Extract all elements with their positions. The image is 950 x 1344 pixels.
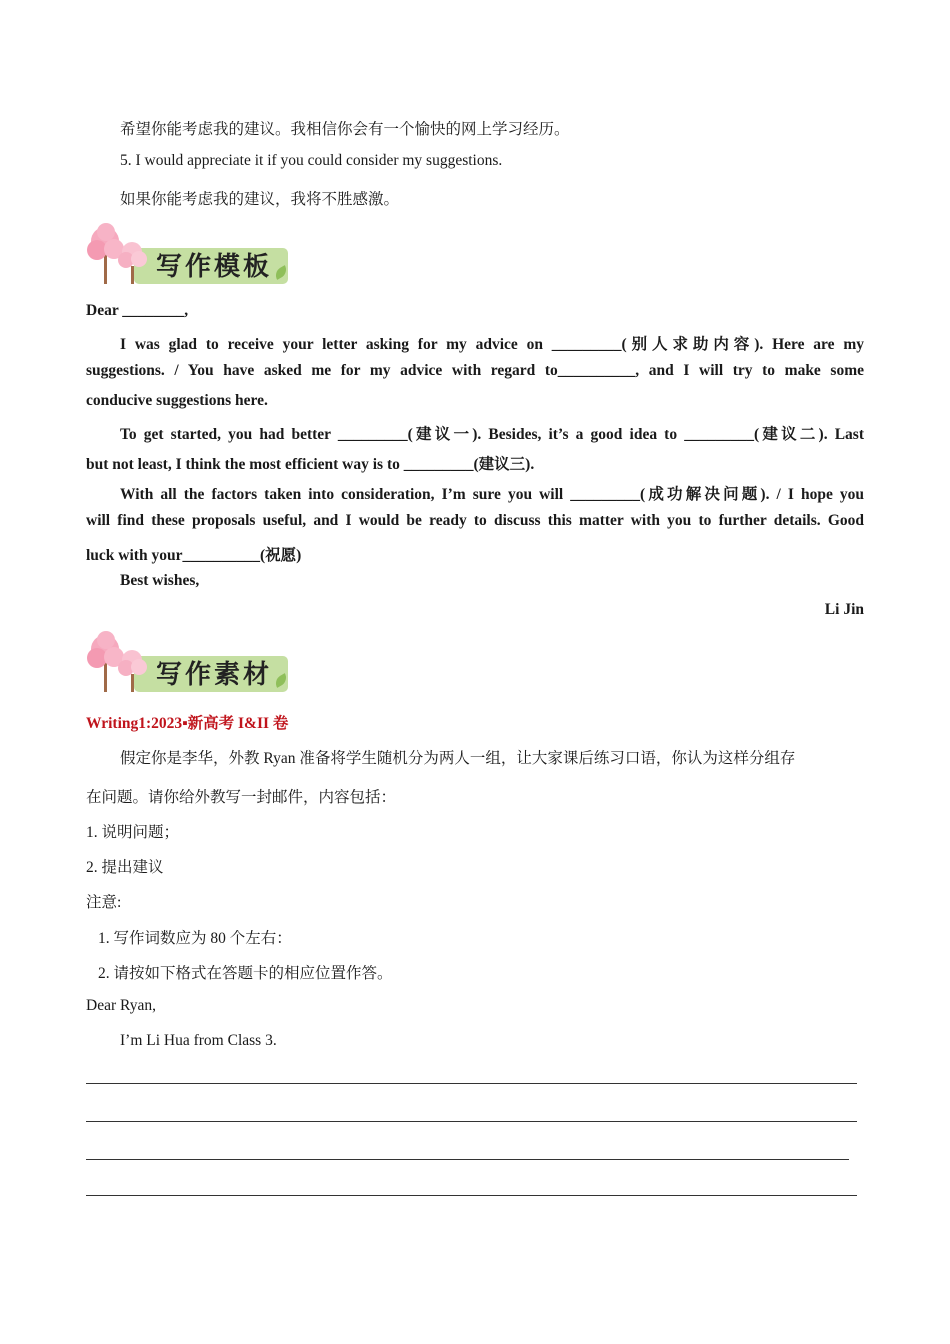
task-note-2: 2. 请按如下格式在答题卡的相应位置作答。 — [98, 965, 393, 982]
task-note-label: 注意: — [86, 894, 122, 911]
email-greeting: Dear Ryan, — [86, 997, 156, 1014]
letter-closing: Best wishes, — [120, 572, 200, 589]
letter-salutation: Dear ________, — [86, 302, 189, 319]
task-prompt: 假定你是李华，外教 Ryan 准备将学生随机分为两人一组，让大家课后练习口语，你认为这样分组存 — [120, 750, 796, 767]
intro-chinese-line-2: 如果你能考虑我的建议，我将不胜感激。 — [120, 191, 400, 208]
answer-line[interactable] — [86, 1195, 857, 1196]
letter-paragraph-1-cont: suggestions. / You have asked me for my advice with regard to__________, and I will try to make some — [86, 362, 864, 379]
task-item-2: 2. 提出建议 — [86, 859, 164, 876]
email-opening: I’m Li Hua from Class 3. — [120, 1032, 277, 1049]
tree-icon — [84, 624, 154, 698]
section-banner-template — [84, 216, 294, 290]
task-note-1: 1. 写作词数应为 80 个左右： — [98, 930, 292, 947]
section-heading: 写作模板 — [156, 252, 273, 282]
section-banner-material — [84, 624, 294, 698]
answer-line[interactable] — [86, 1159, 849, 1160]
letter-paragraph-1: I was glad to receive your letter asking for my advice on _________(别人求助内容). Here are my — [120, 336, 864, 353]
task-item-1: 1. 说明问题； — [86, 824, 180, 841]
letter-paragraph-3-end: luck with your__________(祝愿) — [86, 547, 302, 564]
letter-paragraph-2: To get started, you had better _________(建议一). Besides, it’s a good idea to _________(建议二). Last — [120, 426, 864, 443]
intro-chinese-line: 希望你能考虑我的建议。我相信你会有一个愉快的网上学习经历。 — [120, 121, 570, 138]
letter-paragraph-3-cont: will find these proposals useful, and I would be ready to discuss this matter with you to further details. Good — [86, 512, 864, 529]
task-prompt-cont: 在问题。请你给外教写一封邮件，内容包括： — [86, 789, 397, 806]
tree-icon — [84, 216, 154, 290]
intro-english-line: 5. I would appreciate it if you could consider my suggestions. — [120, 152, 503, 169]
letter-paragraph-2-end: but not least, I think the most efficient way is to _________(建议三). — [86, 456, 535, 473]
section-heading: 写作素材 — [156, 660, 273, 690]
letter-signature: Li Jin — [824, 601, 864, 618]
answer-line[interactable] — [86, 1083, 857, 1084]
answer-line[interactable] — [86, 1121, 857, 1122]
task-title: Writing1:2023▪新高考 I&II 卷 — [86, 715, 289, 732]
letter-paragraph-3: With all the factors taken into consideration, I’m sure you will _________(成功解决问题). / I hope you — [120, 486, 864, 503]
letter-paragraph-1-end: conducive suggestions here. — [86, 392, 268, 409]
